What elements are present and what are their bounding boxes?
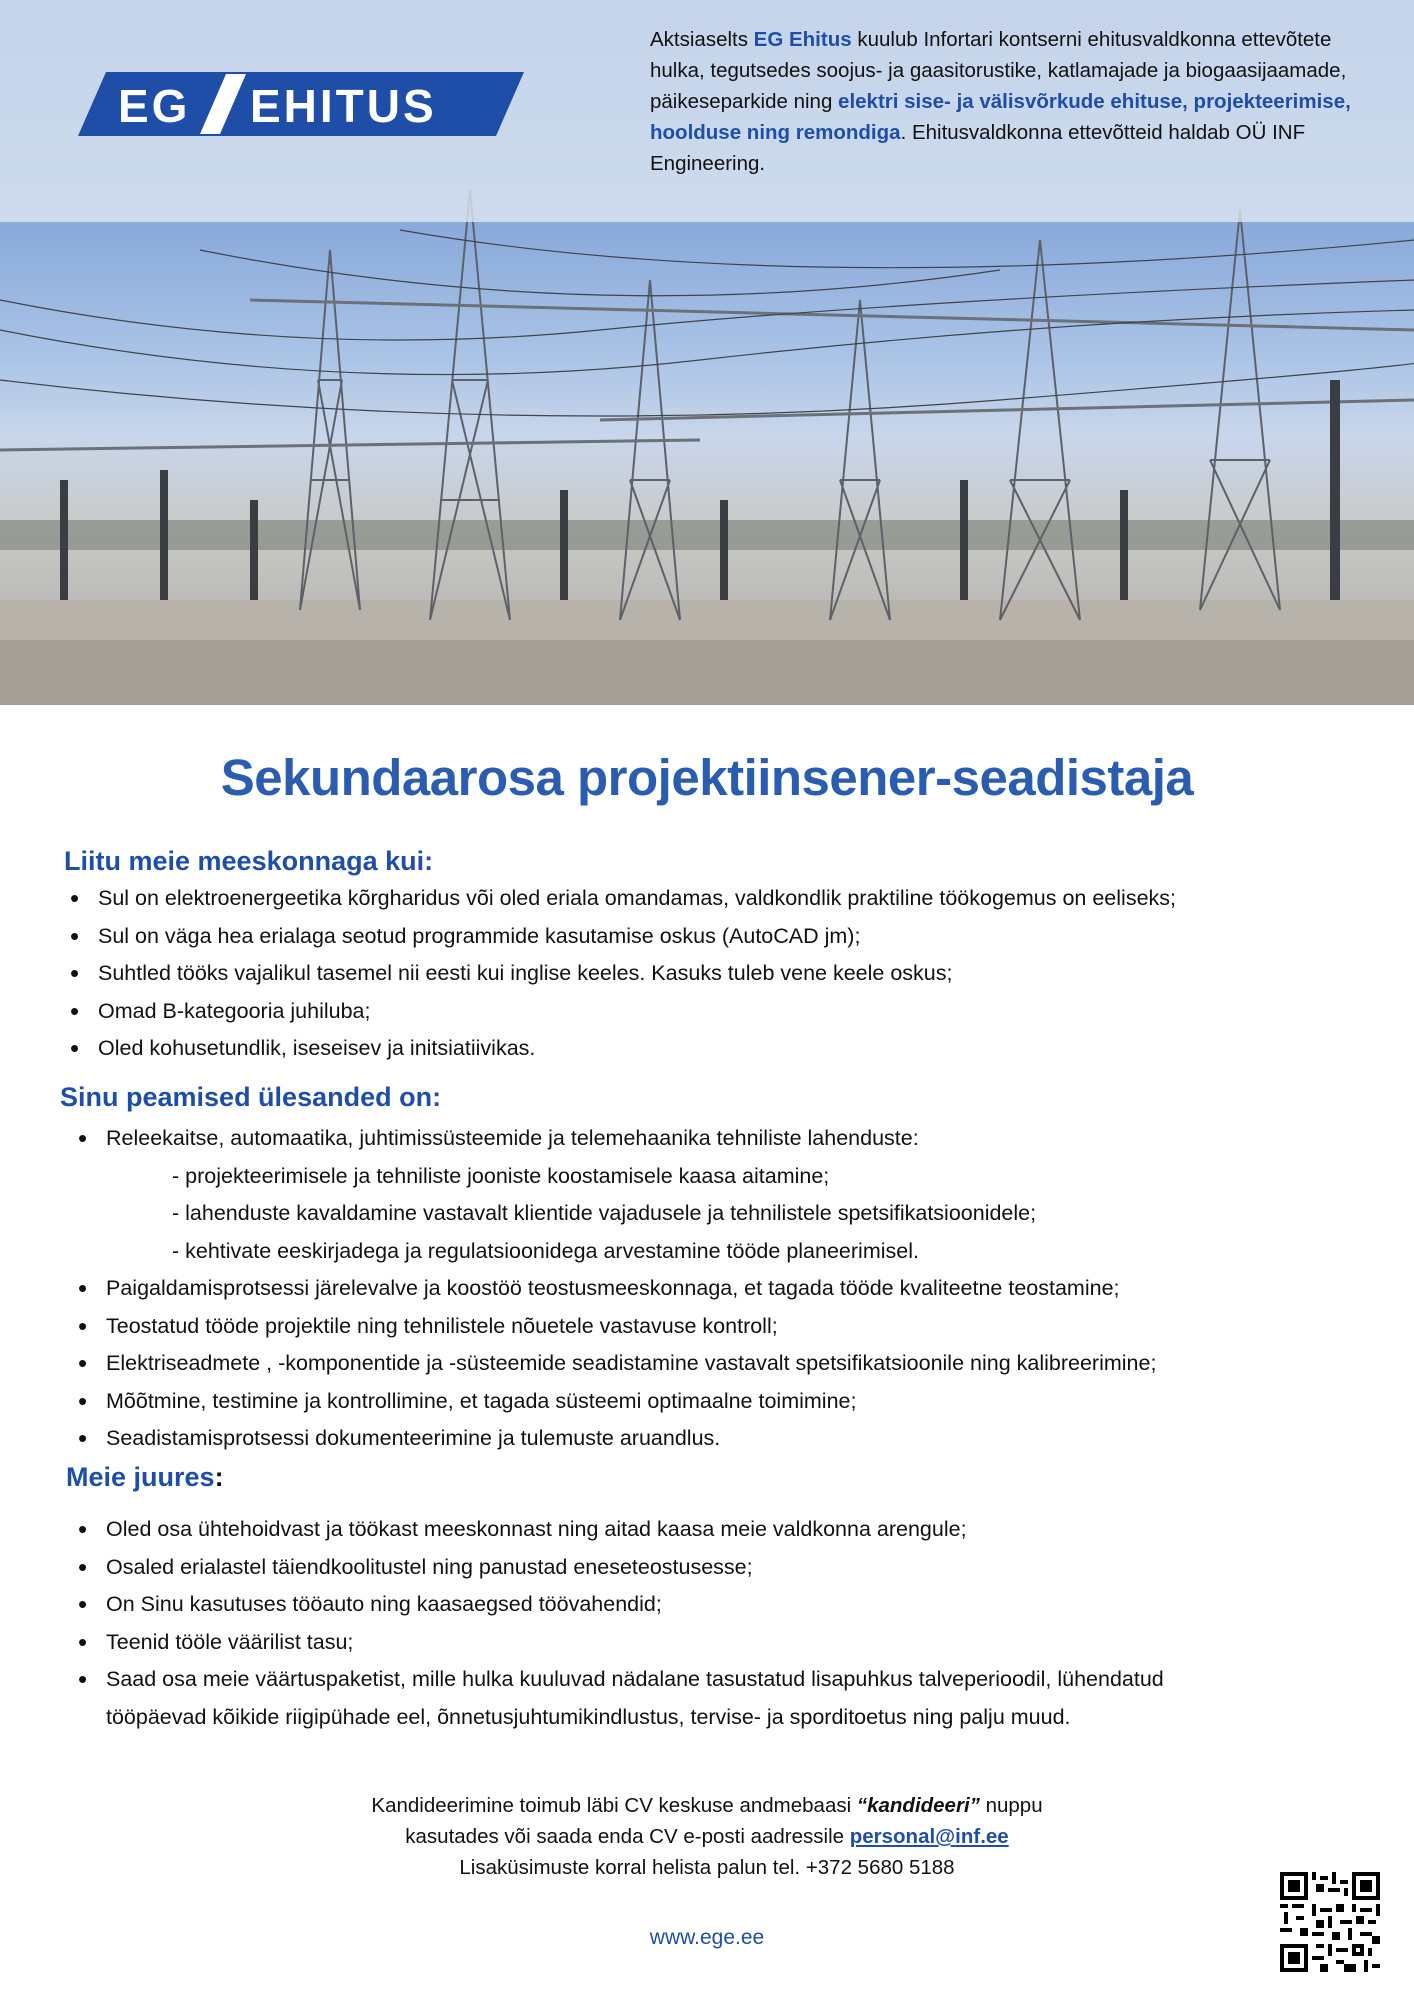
list-item: • On Sinu kasutuses tööauto ning kaasaegsed töövahendid;	[74, 1586, 1374, 1624]
svg-text:EHITUS: EHITUS	[250, 80, 437, 132]
list-item: • Suhtled tööks vajalikul tasemel nii eesti kui inglise keeles. Kasuks tuleb vene keele oskus;	[66, 955, 1366, 993]
section-heading-benefits: Meie juures:	[66, 1462, 224, 1492]
company-intro: Aktsiaselts EG Ehitus kuulub Infortari kontserni ehitusvaldkonna ettevõtete hulka, tegutsedes soojus- ja gaasitorustike, katlamajade ja biogaasijaamade, päikeseparkide ning elektri sise- ja välisvõrkude ehituse, projekteerimise, hoolduse ning remondiga. Ehitusvaldkonna ettevõtteid haldab OÜ INF Engineering.	[650, 28, 1351, 175]
eg-ehitus-logo	[78, 72, 524, 136]
website-link[interactable]: www.ege.ee	[649, 1926, 765, 1949]
sub-list-item: - kehtivate eeskirjadega ja regulatsioonidega arvestamine tööde planeerimisel.	[172, 1238, 919, 1263]
section-heading-requirements: Liitu meie meeskonnaga kui:	[64, 846, 434, 876]
requirements-list	[66, 880, 1366, 1068]
list-item: • Releekaitse, automaatika, juhtimissüsteemide ja telemehaanika tehniliste lahenduste:	[74, 1120, 1374, 1158]
list-item: • Omad B-kategooria juhiluba;	[66, 993, 1366, 1031]
phone-line: Lisaküsimuste korral helista palun tel. +372 5680 5188	[459, 1856, 955, 1879]
list-item: • Oled kohusetundlik, iseseisev ja initsiatiivikas.	[66, 1030, 1366, 1068]
application-info: Kandideerimine toimub läbi CV keskuse andmebaasi “kandideeri” nuppu kasutades või saada enda CV e-posti aadressile personal@inf.ee Lisaküsimuste korral helista palun tel. +372 5680 5188	[0, 1790, 1414, 1883]
section-heading-tasks: Sinu peamised ülesanded on:	[60, 1082, 442, 1112]
list-item: • Sul on väga hea erialaga seotud programmide kasutamise oskus (AutoCAD jm);	[66, 918, 1366, 956]
list-item: • Paigaldamisprotsessi järelevalve ja koostöö teostusmeeskonnaga, et tagada tööde kvaliteetne teostamine;	[74, 1270, 1374, 1308]
list-item: • Mõõtmine, testimine ja kontrollimine, et tagada süsteemi optimaalne toimimine;	[74, 1383, 1374, 1421]
list-item: • Elektriseadmete , -komponentide ja -süsteemide seadistamine vastavalt spetsifikatsioonile ning kalibreerimine;	[74, 1345, 1374, 1383]
list-item: • Oled osa ühtehoidvast ja töökast meeskonnast ning aitad kaasa meie valdkonna arengule;	[74, 1511, 1374, 1549]
list-item: • Teenid tööle väärilist tasu;	[74, 1624, 1374, 1662]
list-item: • Seadistamisprotsessi dokumenteerimine ja tulemuste aruandlus.	[74, 1420, 1374, 1458]
job-title: Sekundaarosa projektiinsener-seadistaja	[220, 749, 1194, 806]
benefits-list	[74, 1511, 1374, 1736]
sub-list-item: - projekteerimisele ja tehniliste jooniste koostamisele kaasa aitamine;	[172, 1163, 830, 1188]
list-item: • Osaled erialastel täiendkoolitustel ning panustad eneseteostusesse;	[74, 1549, 1374, 1587]
apply-button-label: “kandideeri”	[856, 1794, 980, 1817]
list-item: • Sul on elektroenergeetika kõrgharidus või oled eriala omandamas, valdkondlik praktiline töökogemus on eeliseks;	[66, 880, 1366, 918]
sub-list-item: - lahenduste kavaldamine vastavalt klientide vajadusele ja tehnilistele spetsifikatsioonidele;	[172, 1201, 1037, 1225]
qr-code[interactable]	[1280, 1872, 1380, 1972]
email-link[interactable]: personal@inf.ee	[849, 1825, 1009, 1848]
list-item-continuation: tööpäevad kõikide riigipühade eel, õnnetusjuhtumikindlustus, tervise- ja sporditoetus ning palju muud.	[106, 1704, 1071, 1729]
list-item: • Teostatud tööde projektile ning tehnilistele nõuetele vastavuse kontroll;	[74, 1308, 1374, 1346]
company-name: EG Ehitus	[753, 28, 852, 51]
tasks-list	[74, 1120, 1374, 1458]
svg-text:EG: EG	[118, 80, 191, 132]
company-highlight: elektri sise- ja välisvõrkude ehituse, projekteerimise, hoolduse ning remondiga	[650, 90, 1351, 144]
list-item: • Saad osa meie väärtuspaketist, mille hulka kuuluvad nädalane tasustatud lisapuhkus talveperioodil, lühendatud	[74, 1661, 1374, 1699]
